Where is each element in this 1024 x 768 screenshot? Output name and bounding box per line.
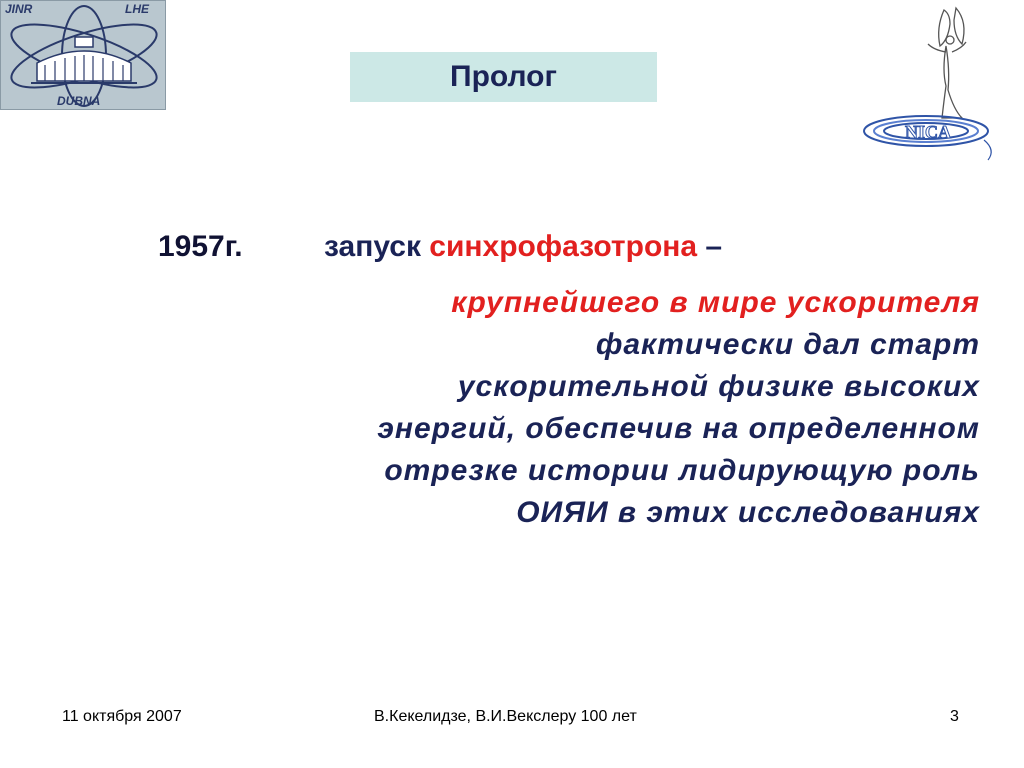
- winged-figure-icon: [928, 8, 966, 118]
- title-box: [350, 52, 657, 102]
- description-line-1: крупнейшего в мире ускорителя: [451, 286, 980, 319]
- year-label: 1957г.: [158, 230, 243, 263]
- description-line-2: фактически дал старт: [595, 328, 980, 361]
- footer-author: В.Кекелидзе, В.И.Векслеру 100 лет: [374, 708, 637, 725]
- slide-title: Пролог: [450, 60, 557, 93]
- nica-text: NICA: [904, 122, 952, 142]
- page-number: 3: [950, 708, 959, 725]
- description-line-5: отрезке истории лидирующую роль: [384, 454, 980, 487]
- description-line-3: ускорительной физике высоких: [457, 370, 980, 403]
- description-line-6: ОИЯИ в этих исследованиях: [516, 496, 980, 529]
- footer-date: 11 октября 2007: [62, 708, 182, 725]
- launch-suffix: –: [697, 230, 723, 263]
- lhe-label: LHE: [125, 2, 149, 16]
- description-paragraph: [220, 282, 980, 534]
- launch-line: [324, 230, 722, 264]
- jinr-lhe-logo: [0, 0, 166, 110]
- dubna-label: DUBNA: [57, 94, 101, 108]
- synchrophasotron-highlight: синхрофазотрона: [429, 230, 698, 263]
- launch-prefix: запуск: [324, 230, 430, 263]
- jinr-label: JINR: [5, 2, 33, 16]
- nica-logo: [858, 0, 1024, 180]
- description-line-4: энергий, обеспечив на определенном: [377, 412, 980, 445]
